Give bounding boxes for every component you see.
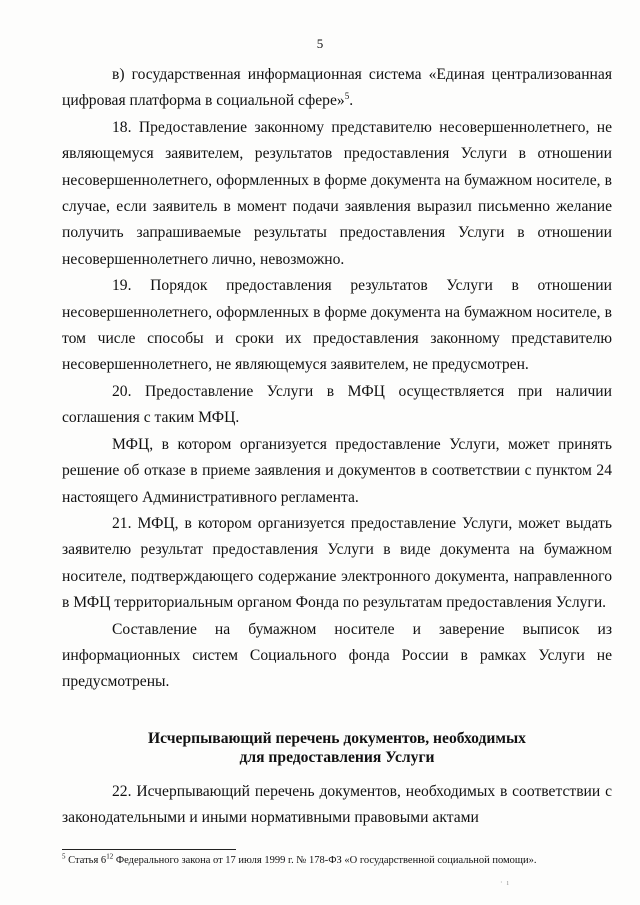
footnote-reference: 5 [344,91,350,102]
footnote-marker: 5 [62,852,66,861]
scan-artifact: · ı [500,878,509,887]
section-heading-line-2: для предоставления Услуги [239,748,435,766]
section-heading-line-1: Исчерпывающий перечень документов, необходимых [148,729,526,747]
footnote-article-superscript: 12 [106,852,114,861]
paragraph-21-continued: Составление на бумажном носителе и заверение выписок из информационных систем Социального фонда России в рамках Услуги не предусмотрены. [62,620,612,691]
footnote-text-after: Федерального закона от 17 июля 1999 г. № 178-ФЗ «О государственной социальной помощи». [113,855,537,866]
paragraph-21: 21. МФЦ, в котором организуется предоставление Услуги, может выдать заявителю результат предоставления Услуги в виде документа на бумажном носителе, подтверждающего содержание электронного документа, направленного в МФЦ территориальным органом Фонда по результатам предоставления Услуги. [62,514,612,612]
footnote [62,854,622,867]
paragraph-18: 18. Предоставление законному представителю несовершеннолетнего, не являющемуся заявителем, результатов предоставления Услуги в отношении несовершеннолетнего, оформленных в форме документа на бумажном носителе, в случае, если заявитель в момент подачи заявления выразил письменно желание получить запрашиваемые результаты предоставления Услуги в отношении несовершеннолетнего лично, невозможно. [62,118,612,268]
paragraph-20: 20. Предоставление Услуги в МФЦ осуществляется при наличии соглашения с таким МФЦ. [62,382,612,427]
paragraph-v [62,62,612,115]
footnote-divider [62,849,236,850]
paragraph-v-end: . [349,92,354,110]
paragraph-20-continued: МФЦ, в котором организуется предоставление Услуги, может принять решение об отказе в приеме заявления и документов в соответствии с пунктом 24 настоящего Административного регламента. [62,435,612,506]
section-heading [62,729,612,767]
page-number: 5 [316,36,324,51]
document-body [62,62,612,832]
paragraph-v-text: в) государственная информационная система «Единая централизованная цифровая платформа в социальной сфере» [62,66,612,110]
paragraph-22: 22. Исчерпывающий перечень документов, необходимых в соответствии с законодательными и иными нормативными правовыми актами [62,782,612,827]
paragraph-19: 19. Порядок предоставления результатов Услуги в отношении несовершеннолетнего, оформленных в форме документа на бумажном носителе, в том числе способы и сроки их предоставления законному представителю несовершеннолетнего, не являющемуся заявителем, не предусмотрен. [62,277,612,374]
footnote-text-before: Статья 6 [65,855,107,866]
